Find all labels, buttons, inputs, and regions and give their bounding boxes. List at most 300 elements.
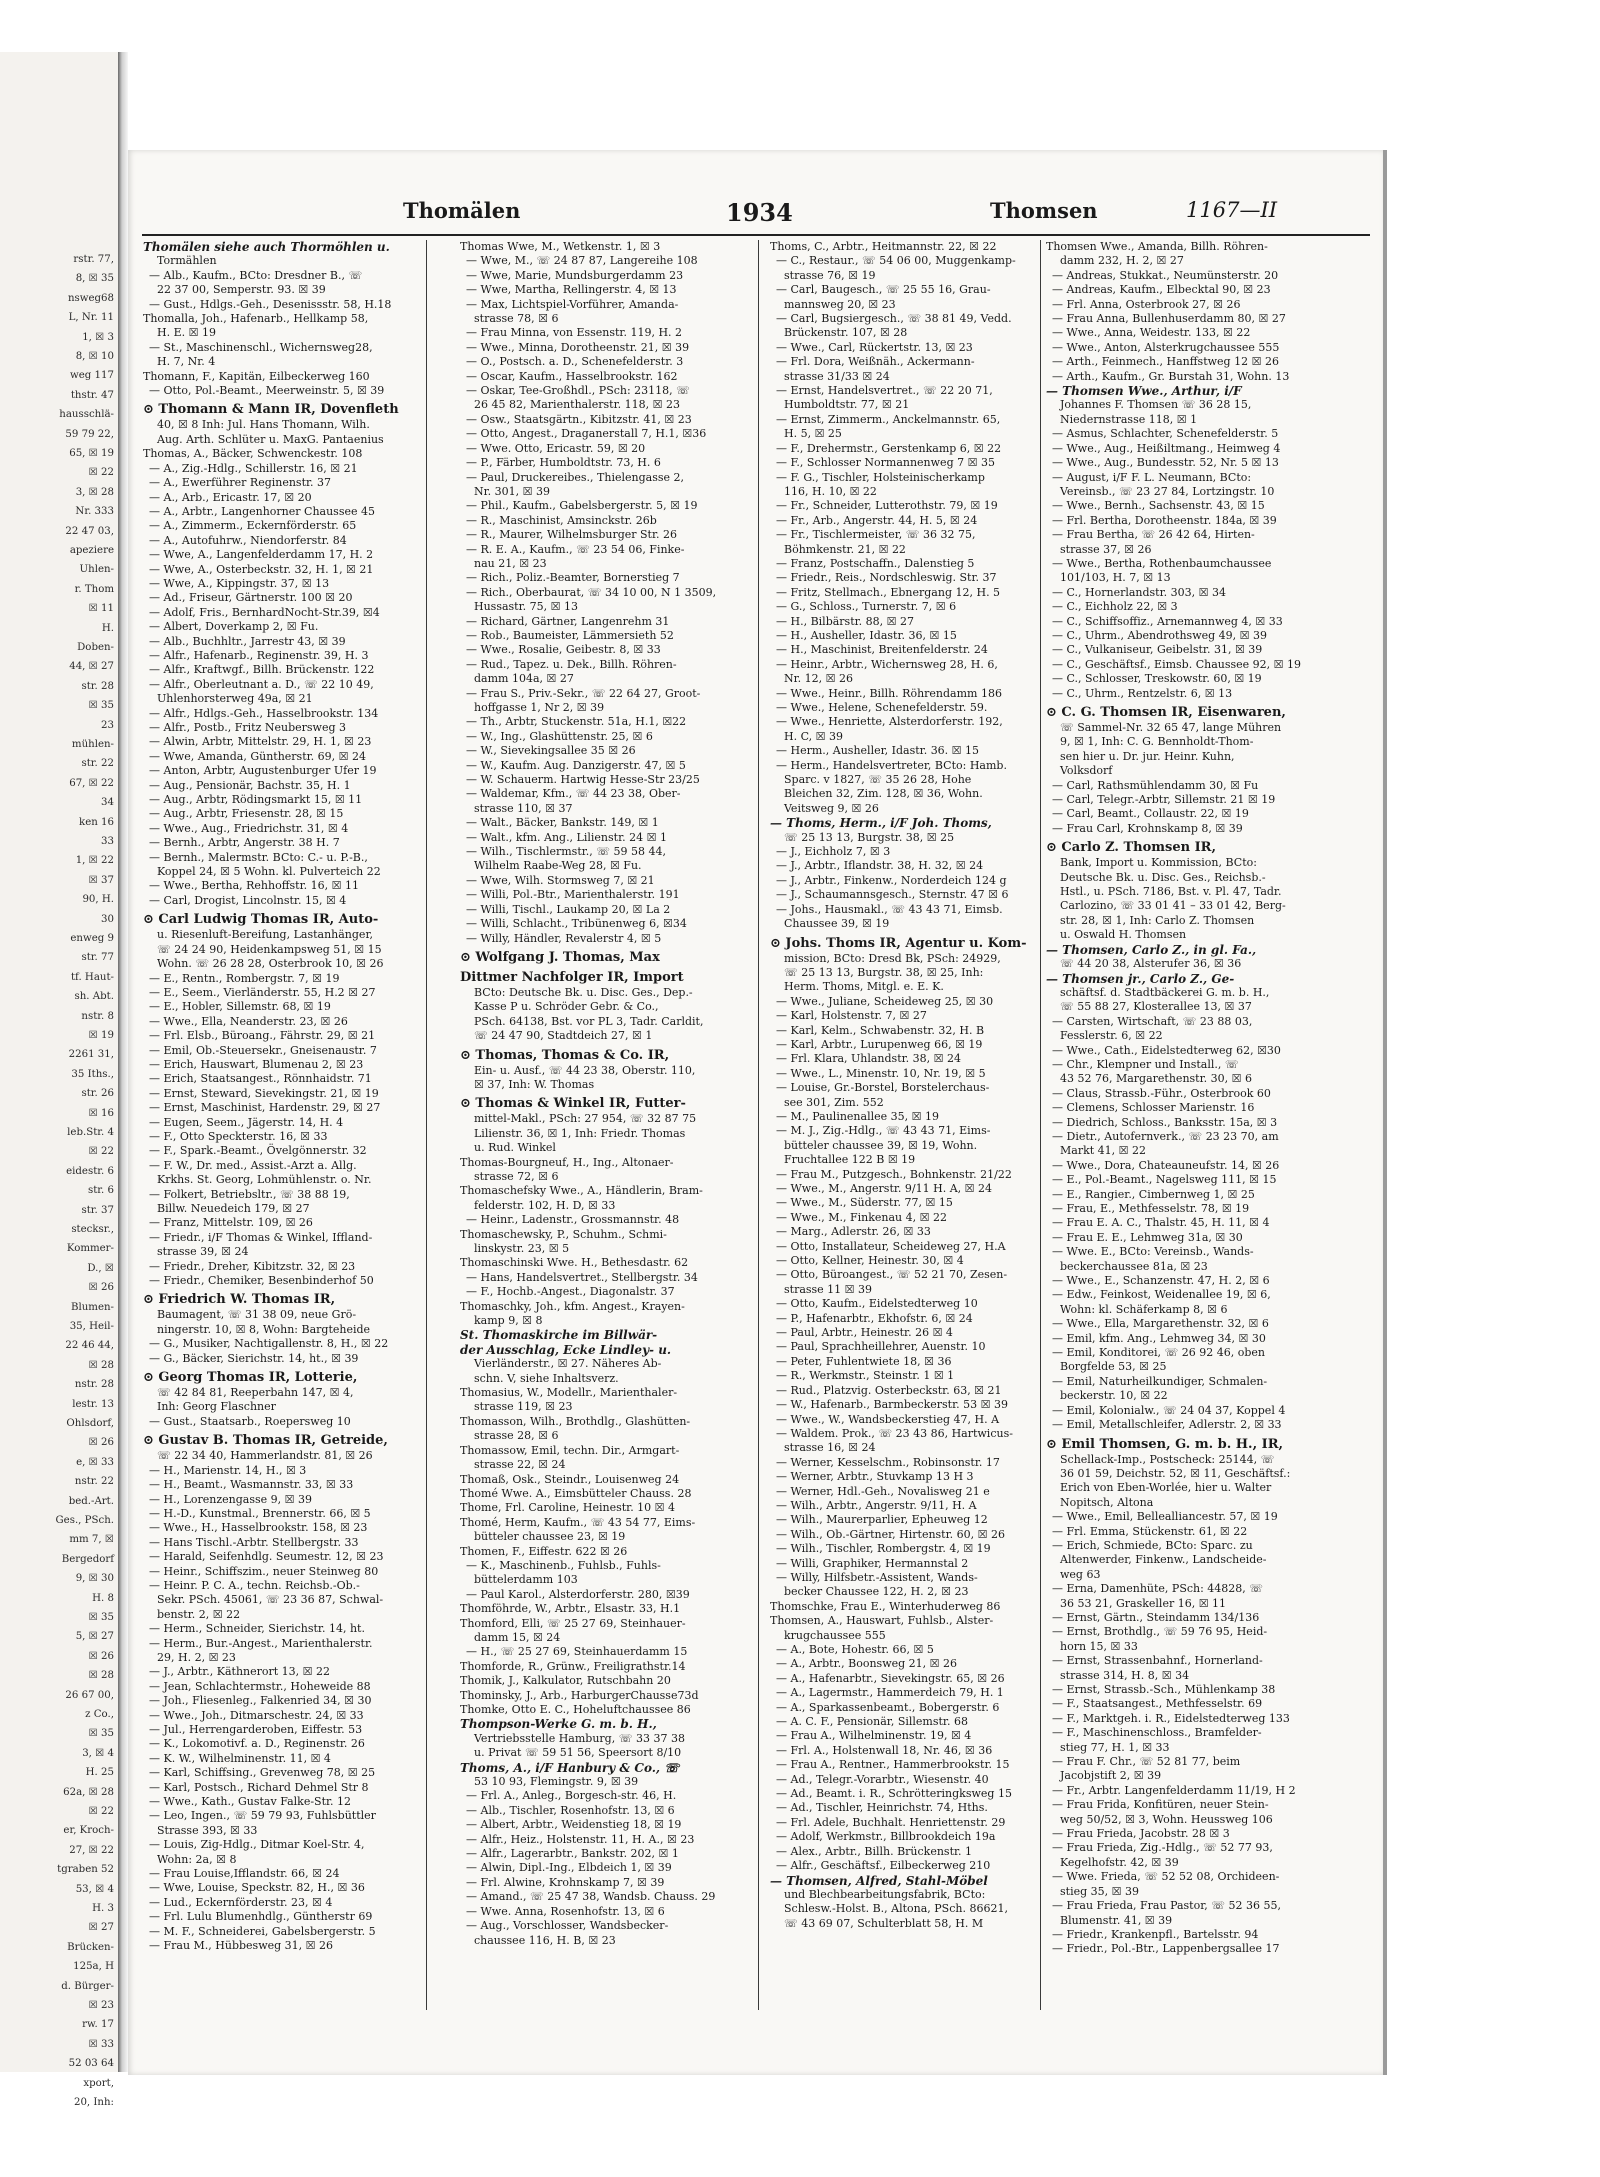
- directory-entry: — Ad., Beamt. i. R., Schrötteringksweg 15: [776, 1787, 1012, 1801]
- left-page-fragment-line: ☒ 33: [88, 2038, 114, 2050]
- directory-entry: strasse 119, ☒ 23: [474, 1400, 573, 1414]
- directory-entry: PSch. 64138, Bst. vor PL 3, Tadr. Carldit,: [474, 1014, 704, 1028]
- directory-page: [128, 150, 1383, 2075]
- directory-entry: — F., Hochb.-Angest., Diagonalstr. 37: [466, 1285, 675, 1299]
- directory-entry: — Werner, Arbtr., Stuvkamp 13 H 3: [776, 1470, 974, 1484]
- directory-entry: — E., Rentn., Rombergstr. 7, ☒ 19: [149, 971, 340, 985]
- directory-entry: — Frau M., Putzgesch., Bohnkenstr. 21/22: [776, 1167, 1012, 1181]
- directory-entry: — Carl, Rathsmühlendamm 30, ☒ Fu: [1052, 778, 1259, 792]
- directory-entry: H. 7, Nr. 4: [157, 355, 216, 369]
- directory-entry: — Friedr., Krankenpfl., Bartelsstr. 94: [1052, 1927, 1259, 1941]
- directory-entry: — M., Paulinenallee 35, ☒ 19: [776, 1109, 939, 1123]
- directory-entry: krugchaussee 555: [784, 1628, 886, 1642]
- directory-entry: — Marg., Adlerstr. 26, ☒ 33: [776, 1225, 931, 1239]
- directory-entry: — Alfr., Kraftwgf., Billh. Brückenstr. 122: [149, 663, 375, 677]
- directory-entry: — Dietr., Autofernverk., ☏ 23 23 70, am: [1052, 1129, 1279, 1143]
- directory-entry: — Wwe., Juliane, Scheideweg 25, ☒ 30: [776, 994, 994, 1008]
- directory-entry: — Louise, Gr.-Borstel, Borstelerchaus-: [776, 1081, 990, 1095]
- directory-entry: — H., Ausheller, Idastr. 36, ☒ 15: [776, 628, 957, 642]
- directory-entry: — Alfr., Postb., Fritz Neubersweg 3: [149, 721, 347, 734]
- directory-entry: str. 28, ☒ 1, Inh: Carlo Z. Thomsen: [1060, 913, 1255, 927]
- directory-entry: ☏ 22 34 40, Hammerlandstr. 81, ☒ 26: [157, 1449, 373, 1463]
- left-page-fragment-line: Ohlsdorf,: [66, 1418, 114, 1429]
- directory-entry: beckerstr. 10, ☒ 22: [1060, 1389, 1168, 1403]
- directory-entry: — W., Ing., Glashüttenstr. 25, ☒ 6: [466, 729, 653, 743]
- directory-entry: — W., Hafenarb., Barmbeckerstr. 53 ☒ 39: [776, 1398, 1008, 1412]
- directory-entry: Fruchtallee 122 B ☒ 19: [784, 1153, 916, 1167]
- directory-entry: Thomann, F., Kapitän, Eilbeckerweg 160: [143, 369, 370, 383]
- directory-entry: Nr. 12, ☒ 26: [784, 672, 854, 686]
- directory-entry: — Paul, Sprachheillehrer, Auenstr. 10: [776, 1340, 986, 1354]
- left-page-fragment-line: 35, Heil-: [69, 1321, 114, 1332]
- left-page-fragment-line: ☒ 26: [88, 1437, 114, 1449]
- directory-entry: Thomasius, W., Modellr., Marienthaler-: [460, 1386, 678, 1400]
- directory-entry: — Friedr., Pol.-Btr., Lappenbergsallee 17: [1052, 1942, 1280, 1956]
- directory-entry: — Alb., Buchhltr., Jarrestr 43, ☒ 39: [149, 634, 346, 648]
- directory-entry: — Alwin, Arbtr, Mittelstr. 29, H. 1, ☒ 23: [149, 735, 372, 749]
- directory-entry: — J., Arbtr., Iflandstr. 38, H. 32, ☒ 24: [776, 859, 984, 873]
- directory-entry: — Arth., Feinmech., Hanffstweg 12 ☒ 26: [1052, 355, 1279, 369]
- directory-entry: — Wwe., Aug., Heißiltmang., Heimweg 4: [1052, 441, 1281, 455]
- directory-entry: Dittmer Nachfolger IR, Import: [460, 969, 684, 985]
- left-page-fragment-line: 65, ☒ 19: [69, 448, 114, 459]
- directory-entry: — Wwe., Bernh., Sachsenstr. 43, ☒ 15: [1052, 499, 1265, 513]
- directory-entry: — Frl. Elsb., Büroang., Fährstr. 29, ☒ 21: [149, 1029, 376, 1043]
- directory-entry: — R., Werkmstr., Steinstr. 1 ☒ 1: [776, 1369, 955, 1383]
- directory-entry: — Emil, Ob.-Steuersekr., Gneisenaustr. 7: [149, 1043, 377, 1057]
- directory-entry: — Hans, Handelsvertret., Stellbergstr. 34: [466, 1270, 698, 1284]
- directory-entry: — C., Schiffsoffiz., Arnemannweg 4, ☒ 33: [1052, 614, 1283, 628]
- directory-entry: — C., Hornerlandstr. 303, ☒ 34: [1052, 585, 1226, 599]
- directory-entry: — Rud., Tapez. u. Dek., Billh. Röhren-: [466, 657, 677, 671]
- directory-entry: — Waldem. Prok., ☏ 23 43 86, Hartwicus-: [776, 1426, 1013, 1440]
- directory-entry: — Frau E. A. C., Thalstr. 45, H. 11, ☒ 4: [1052, 1216, 1270, 1230]
- directory-entry: Thomaschewsky, P., Schuhm., Schmi-: [460, 1227, 667, 1241]
- left-page-fragment-line: sh. Abt.: [74, 991, 114, 1003]
- directory-entry: — M. F., Schneiderei, Gabelsbergerstr. 5: [149, 1924, 376, 1938]
- left-page-fragment-line: 33: [101, 836, 114, 847]
- directory-entry: — E., Rangier., Cimbernweg 1, ☒ 25: [1052, 1187, 1255, 1201]
- directory-entry: — Wwe., Ella, Margarethenstr. 32, ☒ 6: [1052, 1317, 1269, 1331]
- directory-entry: — Fr., Arbtr. Langenfelderdamm 11/19, H 2: [1052, 1783, 1296, 1797]
- directory-entry: — Wwe, A., Kippingstr. 37, ☒ 13: [149, 576, 330, 590]
- directory-entry: Niedernstrasse 118, ☒ 1: [1060, 412, 1198, 426]
- directory-entry: hoffgasse 1, Nr 2, ☒ 39: [474, 701, 605, 714]
- directory-entry: Bleichen 32, Zim. 128, ☒ 36, Wohn.: [784, 787, 983, 801]
- directory-entry: 9, ☒ 1, Inh: C. G. Bennholdt-Thom-: [1060, 735, 1254, 749]
- directory-entry: — Frl. A., Anleg., Borgesch-str. 46, H.: [466, 1789, 677, 1803]
- directory-entry: Uhlenhorsterweg 49a, ☒ 21: [157, 692, 313, 706]
- directory-entry: — A., Lagermstr., Hammerdeich 79, H. 1: [776, 1686, 1004, 1700]
- directory-entry: — Wwe., Henriette, Alsterdorferstr. 192,: [776, 715, 1003, 729]
- directory-entry: — Paul, Druckereibes., Thielengasse 2,: [466, 470, 684, 484]
- left-page-fragment-line: ☒ 35: [88, 1728, 114, 1740]
- directory-entry: — Frau A., Wilhelminenstr. 19, ☒ 4: [776, 1729, 972, 1743]
- left-page-fragment-line: bed.-Art.: [68, 1495, 114, 1507]
- directory-entry: 53 10 93, Flemingstr. 9, ☒ 39: [474, 1775, 639, 1789]
- directory-entry: — Frl. Dora, Weißnäh., Ackermann-: [776, 355, 975, 369]
- directory-entry: — Karl, Schiffsing., Grevenweg 78, ☒ 25: [149, 1766, 376, 1780]
- directory-entry: Vierländerstr., ☒ 27. Näheres Ab-: [474, 1357, 662, 1371]
- left-page-fragment-line: 35 Iths.,: [71, 1068, 114, 1080]
- directory-entry: ☏ 24 24 90, Heidenkampsweg 51, ☒ 15: [157, 942, 382, 956]
- directory-entry: horn 15, ☒ 33: [1060, 1639, 1138, 1653]
- left-page-fragment-line: mühlen-: [71, 739, 114, 750]
- directory-entry: — Heinr., Arbtr., Wichernsweg 28, H. 6,: [776, 657, 998, 671]
- directory-entry: Thomälen siehe auch Thormöhlen u.: [143, 240, 390, 254]
- directory-entry: H. C, ☒ 39: [784, 729, 843, 743]
- directory-entry: Humboldtstr. 77, ☒ 21: [784, 398, 910, 412]
- directory-entry: Thomsen, A., Hauswart, Fuhlsb., Alster-: [770, 1614, 994, 1628]
- left-page-fragment-line: nstr. 28: [74, 1379, 114, 1391]
- directory-entry: — Wwe, Louise, Speckstr. 82, H., ☒ 36: [149, 1881, 365, 1895]
- left-page-fragment-line: 5, ☒ 27: [75, 1631, 114, 1643]
- directory-entry: — Fr., Schneider, Lutterothstr. 79, ☒ 19: [776, 499, 998, 513]
- directory-entry: Strasse 393, ☒ 33: [157, 1823, 258, 1837]
- directory-entry: ⊙ Carl Ludwig Thomas IR, Auto-: [143, 912, 379, 928]
- directory-entry: — Albert, Doverkamp 2, ☒ Fu.: [149, 620, 319, 634]
- directory-entry: Sekr. PSch. 45061, ☏ 23 36 87, Schwal-: [157, 1593, 384, 1607]
- directory-entry: H. 5, ☒ 25: [784, 427, 842, 441]
- left-page-fragment-line: hausschlä-: [59, 409, 114, 421]
- directory-entry: — Otto, Kaufm., Eidelstedterweg 10: [776, 1297, 978, 1311]
- directory-entry: — Osw., Staatsgärtn., Kibitzstr. 41, ☒ 23: [466, 412, 692, 426]
- directory-entry: ⊙ Georg Thomas IR, Lotterie,: [143, 1370, 358, 1386]
- column-divider: [1040, 240, 1041, 2010]
- directory-entry: Aug. Arth. Schlüter u. MaxG. Pantaenius: [157, 432, 384, 446]
- directory-entry: — Frau, E., Methfesselstr. 78, ☒ 19: [1052, 1202, 1250, 1215]
- directory-entry: Nopitsch, Altona: [1060, 1495, 1154, 1509]
- directory-entry: — Frau Bertha, ☏ 26 42 64, Hirten-: [1052, 528, 1255, 542]
- directory-entry: — Wwe., M., Finkenau 4, ☒ 22: [776, 1210, 947, 1224]
- left-page-fragment-line: enweg 9: [70, 933, 114, 944]
- left-page-fragment-line: 34: [101, 797, 114, 809]
- left-page-fragment-line: ken 16: [79, 816, 114, 828]
- directory-entry: — K. W., Wilhelminenstr. 11, ☒ 4: [149, 1751, 331, 1765]
- directory-entry: — Ernst, Steward, Sievekingstr. 21, ☒ 19: [149, 1086, 379, 1100]
- left-page-fragment-line: ☒ 28: [88, 1359, 114, 1371]
- directory-entry: und Blechbearbeitungsfabrik, BCto:: [784, 1887, 986, 1901]
- directory-entry: — P., Hafenarbtr., Ekhofstr. 6, ☒ 24: [776, 1311, 973, 1325]
- directory-entry: — Herm., Bur.-Angest., Marienthalerstr.: [149, 1636, 373, 1650]
- directory-entry: Thomé Wwe. A., Eimsbütteler Chauss. 28: [460, 1486, 692, 1500]
- directory-entry: — J., Eichholz 7, ☒ 3: [776, 845, 891, 859]
- left-page-fragment-line: Ges., PSch.: [55, 1515, 114, 1526]
- directory-entry: benstr. 2, ☒ 22: [157, 1607, 241, 1621]
- left-page-fragment-line: 22 47 03,: [65, 525, 114, 537]
- directory-entry: — Wilh., Ob.-Gärtner, Hirtenstr. 60, ☒ 26: [776, 1527, 1005, 1541]
- left-page-fragment-line: H. 25: [85, 1767, 114, 1779]
- directory-entry: ☏ Sammel-Nr. 32 65 47, lange Mühren: [1060, 721, 1282, 734]
- directory-entry: — Frl. Emma, Stückenstr. 61, ☒ 22: [1052, 1524, 1248, 1538]
- directory-entry: — Alfr., Oberleutnant a. D., ☏ 22 10 49,: [149, 677, 374, 691]
- directory-entry: — Wwe., Cath., Eidelstedterweg 62, ☒30: [1052, 1043, 1281, 1057]
- directory-entry: — Eugen, Seem., Jägerstr. 14, H. 4: [149, 1115, 344, 1129]
- directory-entry: damm 232, H. 2, ☒ 27: [1060, 254, 1184, 268]
- directory-entry: Thomen, F., Eiffestr. 622 ☒ 26: [460, 1544, 628, 1558]
- directory-entry: bütteler chaussee 39, ☒ 19, Wohn.: [784, 1138, 978, 1152]
- left-page-fragment-line: 90, H.: [82, 894, 114, 906]
- directory-entry: — F., Marktgeh. i. R., Eidelstedterweg 133: [1052, 1711, 1290, 1725]
- left-page-fragment-line: Bergedorf: [61, 1553, 114, 1565]
- directory-entry: Thomas, A., Bäcker, Schwenckestr. 108: [143, 447, 363, 461]
- directory-entry: — Diedrich, Schloss., Banksstr. 15a, ☒ 3: [1052, 1115, 1278, 1129]
- left-page-fragment-line: Kommer-: [66, 1243, 114, 1255]
- directory-entry: Baumagent, ☏ 31 38 09, neue Grö-: [157, 1308, 357, 1322]
- left-page-fragment-line: ☒ 37: [88, 874, 114, 886]
- directory-entry: — Rich., Poliz.-Beamter, Bornerstieg 7: [466, 571, 680, 585]
- left-page-fragment-line: rw. 17: [82, 2019, 114, 2031]
- directory-entry: Thomföhrde, W., Arbtr., Elsastr. 33, H.1: [460, 1602, 681, 1616]
- directory-entry: — G., Bäcker, Sierichstr. 14, ht., ☒ 39: [149, 1351, 359, 1365]
- directory-entry: — Ad., Friseur, Gärtnerstr. 100 ☒ 20: [149, 591, 353, 605]
- directory-entry: — Wwe, Amanda, Güntherstr. 69, ☒ 24: [149, 749, 367, 763]
- directory-entry: — Erna, Damenhüte, PSch: 44828, ☏: [1052, 1582, 1264, 1596]
- left-page-fragment-line: ☒ 22: [88, 1146, 114, 1158]
- directory-entry: — Oscar, Kaufm., Hasselbrookstr. 162: [466, 369, 678, 383]
- directory-entry: — Karl, Holstenstr. 7, ☒ 27: [776, 1009, 927, 1023]
- directory-entry: — W., Sievekingsallee 35 ☒ 26: [466, 744, 636, 758]
- directory-entry: Thomaschefsky Wwe., A., Händlerin, Bram-: [460, 1184, 703, 1198]
- directory-entry: — F., Otto Speckterstr. 16, ☒ 33: [149, 1129, 328, 1143]
- left-page-fragment-line: 1, ☒ 22: [75, 855, 114, 867]
- directory-entry: — Thomsen jr., Carlo Z., Ge-: [1046, 971, 1235, 986]
- directory-entry: sen hier u. Dr. jur. Heinr. Kuhn,: [1060, 749, 1235, 763]
- directory-entry: ⊙ Gustav B. Thomas IR, Getreide,: [143, 1433, 388, 1449]
- directory-entry: der Ausschlag, Ecke Lindley- u.: [460, 1342, 672, 1357]
- directory-entry: — St., Maschinenschl., Wichernsweg28,: [149, 340, 373, 354]
- directory-entry: — Wilh., Tischler, Rombergstr. 4, ☒ 19: [776, 1542, 991, 1556]
- directory-entry: — Wwe., Anna, Weidestr. 133, ☒ 22: [1052, 326, 1251, 340]
- directory-entry: — Bernh., Malermstr. BCto: C.- u. P.-B.,: [149, 850, 368, 864]
- directory-entry: — A., Arb., Ericastr. 17, ☒ 20: [149, 490, 312, 504]
- left-page-fragment-line: 9, ☒ 30: [75, 1573, 114, 1585]
- directory-entry: strasse 110, ☒ 37: [474, 801, 573, 815]
- directory-entry: — Adolf, Fris., BernhardNocht-Str.39, ☒4: [149, 605, 380, 619]
- directory-entry: — C., Eichholz 22, ☒ 3: [1052, 600, 1178, 614]
- left-page-fragment-line: ☒ 19: [88, 1030, 114, 1041]
- header-year: 1934: [726, 198, 793, 227]
- directory-entry: Billw. Neuedeich 179, ☒ 27: [157, 1202, 310, 1215]
- left-page-fragment-line: ☒ 22: [88, 467, 114, 479]
- directory-entry: Böhmkenstr. 21, ☒ 22: [784, 542, 906, 556]
- directory-entry: ☏ 44 20 38, Alsterufer 36, ☒ 36: [1060, 957, 1242, 971]
- directory-entry: — Wwe, Marie, Mundsburgerdamm 23: [466, 268, 684, 282]
- directory-entry: — R. E. A., Kaufm., ☏ 23 54 06, Finke-: [466, 542, 685, 556]
- directory-entry: — Wwe., Bertha, Rehhoffstr. 16, ☒ 11: [149, 879, 359, 893]
- directory-entry: — W., Kaufm. Aug. Danzigerstr. 47, ☒ 5: [466, 758, 686, 772]
- directory-entry: — Rud., Platzvig. Osterbeckstr. 63, ☒ 21: [776, 1383, 1002, 1397]
- directory-entry: — H., Marienstr. 14, H., ☒ 3: [149, 1463, 307, 1477]
- directory-entry: — Emil, kfm. Ang., Lehmweg 34, ☒ 30: [1052, 1331, 1266, 1345]
- directory-entry: — Max, Lichtspiel-Vorführer, Amanda-: [466, 297, 679, 311]
- directory-entry: — H., Lorenzengasse 9, ☒ 39: [149, 1492, 312, 1506]
- directory-entry: — Frau Frieda, Zig.-Hdlg., ☏ 52 77 93,: [1052, 1841, 1273, 1855]
- directory-entry: — Wwe, Wilh. Stormsweg 7, ☒ 21: [466, 873, 655, 887]
- directory-entry: weg 63: [1060, 1567, 1101, 1581]
- directory-entry: Brückenstr. 107, ☒ 28: [784, 326, 908, 340]
- left-page-fragment-line: Brücken-: [67, 1941, 114, 1953]
- directory-entry: — Frl. Anna, Osterbrook 27, ☒ 26: [1052, 297, 1241, 311]
- directory-entry: strasse 78, ☒ 6: [474, 312, 559, 326]
- directory-entry: — F. G., Tischler, Holsteinischerkamp: [776, 470, 985, 484]
- left-page-fragment-line: stecksr.,: [71, 1224, 114, 1235]
- directory-entry: — Frau M., Hübbesweg 31, ☒ 26: [149, 1939, 334, 1953]
- directory-entry: — Wwe., L., Minenstr. 10, Nr. 19, ☒ 5: [776, 1066, 986, 1080]
- directory-entry: linskystr. 23, ☒ 5: [474, 1242, 570, 1255]
- directory-entry: — Albert, Arbtr., Weidenstieg 18, ☒ 19: [466, 1818, 682, 1832]
- directory-entry: — Ernst, Strassb.-Sch., Mühlenkamp 38: [1052, 1683, 1276, 1696]
- directory-entry: — Clemens, Schlosser Marienstr. 16: [1052, 1101, 1255, 1115]
- directory-entry: — J., Schaumannsgesch., Sternstr. 47 ☒ 6: [776, 888, 1009, 902]
- directory-entry: — Wwe, M., ☏ 24 87 87, Langereihe 108: [466, 254, 698, 268]
- directory-entry: — Wwe., Ella, Neanderstr. 23, ☒ 26: [149, 1014, 348, 1028]
- directory-entry: — Heinr., Ladenstr., Grossmannstr. 48: [466, 1213, 680, 1227]
- directory-entry: BCto: Deutsche Bk. u. Disc. Ges., Dep.-: [474, 985, 693, 999]
- directory-entry: — J., Arbtr., Käthnerort 13, ☒ 22: [149, 1665, 331, 1679]
- left-page-fragment-line: 30: [101, 913, 114, 925]
- header-left-title: Thomälen: [403, 198, 521, 223]
- directory-entry: — Willi, Schlacht., Tribünenweg 6, ☒34: [466, 917, 687, 931]
- directory-entry: — J., Arbtr., Finkenw., Norderdeich 124 g: [776, 873, 1007, 887]
- left-page-fragment-line: ☒ 26: [88, 1282, 114, 1294]
- directory-entry: Erich von Eben-Worlée, hier u. Walter: [1060, 1481, 1272, 1495]
- directory-entry: — F., Schlosser Normannenweg 7 ☒ 35: [776, 456, 995, 470]
- directory-entry: Thomsen Wwe., Amanda, Billh. Röhren-: [1046, 240, 1268, 253]
- directory-entry: H. E. ☒ 19: [157, 326, 216, 340]
- left-page-fragment-line: weg 117: [70, 370, 114, 382]
- directory-entry: — Ernst, Gärtn., Steindamm 134/136: [1052, 1610, 1260, 1624]
- directory-entry: ☏ 55 88 27, Klosterallee 13, ☒ 37: [1060, 1000, 1252, 1014]
- directory-entry: — Ad., Tischler, Heinrichstr. 74, Hths.: [776, 1801, 988, 1815]
- directory-entry: ☒ 37, Inh: W. Thomas: [474, 1077, 595, 1091]
- directory-entry: — R., Maschinist, Amsinckstr. 26b: [466, 513, 657, 527]
- directory-entry: Carlozino, ☏ 33 01 41 – 33 01 42, Berg-: [1060, 899, 1286, 913]
- directory-entry: Johannes F. Thomsen ☏ 36 28 15,: [1060, 398, 1252, 412]
- directory-entry: — H., Bilbärstr. 88, ☒ 27: [776, 614, 915, 628]
- directory-entry: — F. W., Dr. med., Assist.-Arzt a. Allg.: [149, 1158, 357, 1172]
- left-page-fragment-line: str. 22: [81, 758, 114, 770]
- directory-entry: — W. Schauerm. Hartwig Hesse-Str 23/25: [466, 773, 700, 787]
- directory-entry: Thoms, C., Arbtr., Heitmannstr. 22, ☒ 22: [770, 240, 997, 253]
- directory-entry: — Aug., Vorschlosser, Wandsbecker-: [466, 1919, 669, 1933]
- left-page-fragment-line: Doben-: [77, 642, 114, 653]
- directory-entry: — A., Zimmerm., Eckernförderstr. 65: [149, 519, 357, 533]
- directory-entry: ☏ 24 47 90, Stadtdeich 27, ☒ 1: [474, 1029, 653, 1043]
- directory-entry: — Wwe., Rosalie, Geibestr. 8, ☒ 33: [466, 643, 661, 657]
- directory-entry: Thomé, Herm, Kaufm., ☏ 43 54 77, Eims-: [460, 1515, 696, 1529]
- left-page-fragment-line: thstr. 47: [70, 389, 114, 401]
- directory-entry: 43 52 76, Margarethenstr. 30, ☒ 6: [1060, 1072, 1252, 1086]
- directory-entry: — Wwe., Bertha, Rothenbaumchaussee: [1052, 556, 1272, 570]
- directory-entry: — A., Arbtr., Boonsweg 21, ☒ 26: [776, 1657, 958, 1671]
- directory-entry: Herm. Thoms, Mitgl. e. E. K.: [784, 980, 944, 994]
- directory-entry: — M. J., Zig.-Hdlg., ☏ 43 43 71, Eims-: [776, 1124, 991, 1138]
- page-edge: [1383, 150, 1387, 2075]
- directory-entry: — Wilh., Tischlermstr., ☏ 59 58 44,: [466, 845, 667, 859]
- directory-entry: — C., Schlosser, Treskowstr. 60, ☒ 19: [1052, 672, 1262, 686]
- directory-entry: — Frau Frida, Konfitüren, neuer Stein-: [1052, 1798, 1269, 1812]
- left-page-fragment-line: Blumen-: [71, 1301, 114, 1313]
- directory-entry: Thomas Wwe, M., Wetkenstr. 1, ☒ 3: [460, 240, 661, 253]
- directory-entry: — Aug., Arbtr, Friesenstr. 28, ☒ 15: [149, 807, 344, 821]
- directory-entry: — Alb., Tischler, Rosenhofstr. 13, ☒ 6: [466, 1803, 675, 1817]
- directory-entry: — Wwe. Otto, Ericastr. 59, ☒ 20: [466, 441, 646, 455]
- left-page-fragment-line: str. 77: [81, 952, 114, 964]
- directory-entry: — Karl, Arbtr., Lurupenweg 66, ☒ 19: [776, 1037, 983, 1051]
- directory-entry: — Friedr., Chemiker, Besenbinderhof 50: [149, 1274, 374, 1288]
- directory-entry: Wohn: kl. Schäferkamp 8, ☒ 6: [1060, 1302, 1228, 1316]
- directory-entry: strasse 28, ☒ 6: [474, 1429, 559, 1443]
- directory-entry: Thome, Frl. Caroline, Heinestr. 10 ☒ 4: [460, 1501, 676, 1515]
- directory-entry: — Wwe., Aug., Friedrichstr. 31, ☒ 4: [149, 821, 349, 835]
- column-divider: [758, 240, 759, 2010]
- directory-entry: Lilienstr. 36, ☒ 1, Inh: Friedr. Thomas: [474, 1126, 686, 1140]
- directory-entry: — Friedr., i/F Thomas & Winkel, Iffland-: [149, 1230, 373, 1244]
- directory-entry: — Alwin, Dipl.-Ing., Elbdeich 1, ☒ 39: [466, 1861, 672, 1875]
- directory-entry: — Emil, Metallschleifer, Adlerstr. 2, ☒ 33: [1052, 1418, 1282, 1432]
- left-page-fragment-line: r. Thom: [74, 583, 114, 595]
- directory-entry: — Wwe., Carl, Rückertstr. 13, ☒ 23: [776, 340, 973, 354]
- directory-entry: — Bernh., Arbtr, Angerstr. 38 H. 7: [149, 836, 340, 850]
- directory-entry: ⊙ Thomann & Mann IR, Dovenfleth: [143, 402, 399, 418]
- directory-entry: Blumenstr. 41, ☒ 39: [1060, 1913, 1173, 1927]
- directory-entry: — Chr., Klempner und Install., ☏: [1052, 1057, 1239, 1071]
- directory-entry: — August, i/F F. L. Neumann, BCto:: [1052, 470, 1252, 484]
- directory-entry: St. Thomaskirche im Billwär-: [460, 1328, 658, 1343]
- directory-entry: — Frau Louise,Ifflandstr. 66, ☒ 24: [149, 1867, 340, 1881]
- directory-entry: — Ad., Telegr.-Vorarbtr., Wiesenstr. 40: [776, 1772, 989, 1786]
- directory-entry: — Aug., Arbtr, Rödingsmarkt 15, ☒ 11: [149, 793, 363, 807]
- directory-entry: — Ernst, Strassenbahnf., Hornerland-: [1052, 1654, 1263, 1668]
- directory-entry: strasse 314, H. 8, ☒ 34: [1060, 1668, 1190, 1682]
- directory-entry: Borgfelde 53, ☒ 25: [1060, 1360, 1167, 1374]
- directory-entry: — Alfr., Heiz., Holstenstr. 11, H. A., ☒ 23: [466, 1832, 695, 1846]
- directory-entry: — Thoms, Herm., i/F Joh. Thoms,: [770, 816, 992, 831]
- directory-entry: — Karl, Postsch., Richard Dehmel Str 8: [149, 1780, 369, 1794]
- directory-entry: — K., Maschinenb., Fuhlsb., Fuhls-: [466, 1558, 661, 1572]
- directory-entry: Thomik, J., Kalkulator, Rutschbahn 20: [460, 1674, 671, 1688]
- directory-entry: — Wwe., M., Angerstr. 9/11 H. A, ☒ 24: [776, 1182, 992, 1195]
- column-1: [143, 240, 410, 2010]
- directory-entry: Wilhelm Raabe-Weg 28, ☒ Fu.: [474, 859, 642, 873]
- directory-entry: — Folkert, Betriebsltr., ☏ 38 88 19,: [149, 1187, 350, 1201]
- directory-entry: Krkhs. St. Georg, Lohmühlenstr. o. Nr.: [157, 1173, 372, 1187]
- directory-entry: — Otto, Pol.-Beamt., Meerweinstr. 5, ☒ 39: [149, 384, 385, 398]
- directory-entry: ⊙ Carlo Z. Thomsen IR,: [1046, 840, 1217, 856]
- left-page-fragment-line: ☒ 23: [88, 2000, 114, 2011]
- directory-entry: — Wwe, A., Langenfelderdamm 17, H. 2: [149, 548, 374, 562]
- directory-entry: 36 53 21, Graskeller 16, ☒ 11: [1060, 1596, 1227, 1610]
- directory-entry: — Frl. Klara, Uhlandstr. 38, ☒ 24: [776, 1052, 962, 1066]
- directory-entry: — C., Uhrm., Abendrothsweg 49, ☒ 39: [1052, 628, 1268, 642]
- directory-entry: — A., Hafenarbtr., Sievekingstr. 65, ☒ 26: [776, 1671, 1005, 1685]
- directory-entry: — Frl. Alwine, Krohnskamp 7, ☒ 39: [466, 1875, 665, 1889]
- directory-entry: — Anton, Arbtr, Augustenburger Ufer 19: [149, 764, 377, 778]
- directory-entry: stieg 77, H. 1, ☒ 33: [1060, 1740, 1170, 1754]
- directory-entry: — Otto, Installateur, Scheideweg 27, H.A: [776, 1239, 1006, 1253]
- directory-entry: — Johs., Hausmakl., ☏ 43 43 71, Eimsb.: [776, 902, 1003, 916]
- column-divider: [426, 240, 427, 2010]
- directory-entry: — Rob., Baumeister, Lämmersieth 52: [466, 628, 674, 642]
- directory-entry: — Emil, Kolonialw., ☏ 24 04 37, Koppel 4: [1052, 1403, 1286, 1417]
- directory-entry: — F., Staatsangest., Methfesselstr. 69: [1052, 1697, 1263, 1711]
- left-page-fragment-line: 8, ☒ 35: [75, 273, 114, 285]
- left-page-fragment-line: er, Kroch-: [63, 1825, 114, 1837]
- left-page-fragment-line: tf. Haut-: [70, 971, 114, 983]
- directory-entry: — Willi, Graphiker, Hermannstal 2: [776, 1556, 969, 1570]
- directory-entry: — Alfr., Lagerarbtr., Bankstr. 202, ☒ 1: [466, 1847, 679, 1861]
